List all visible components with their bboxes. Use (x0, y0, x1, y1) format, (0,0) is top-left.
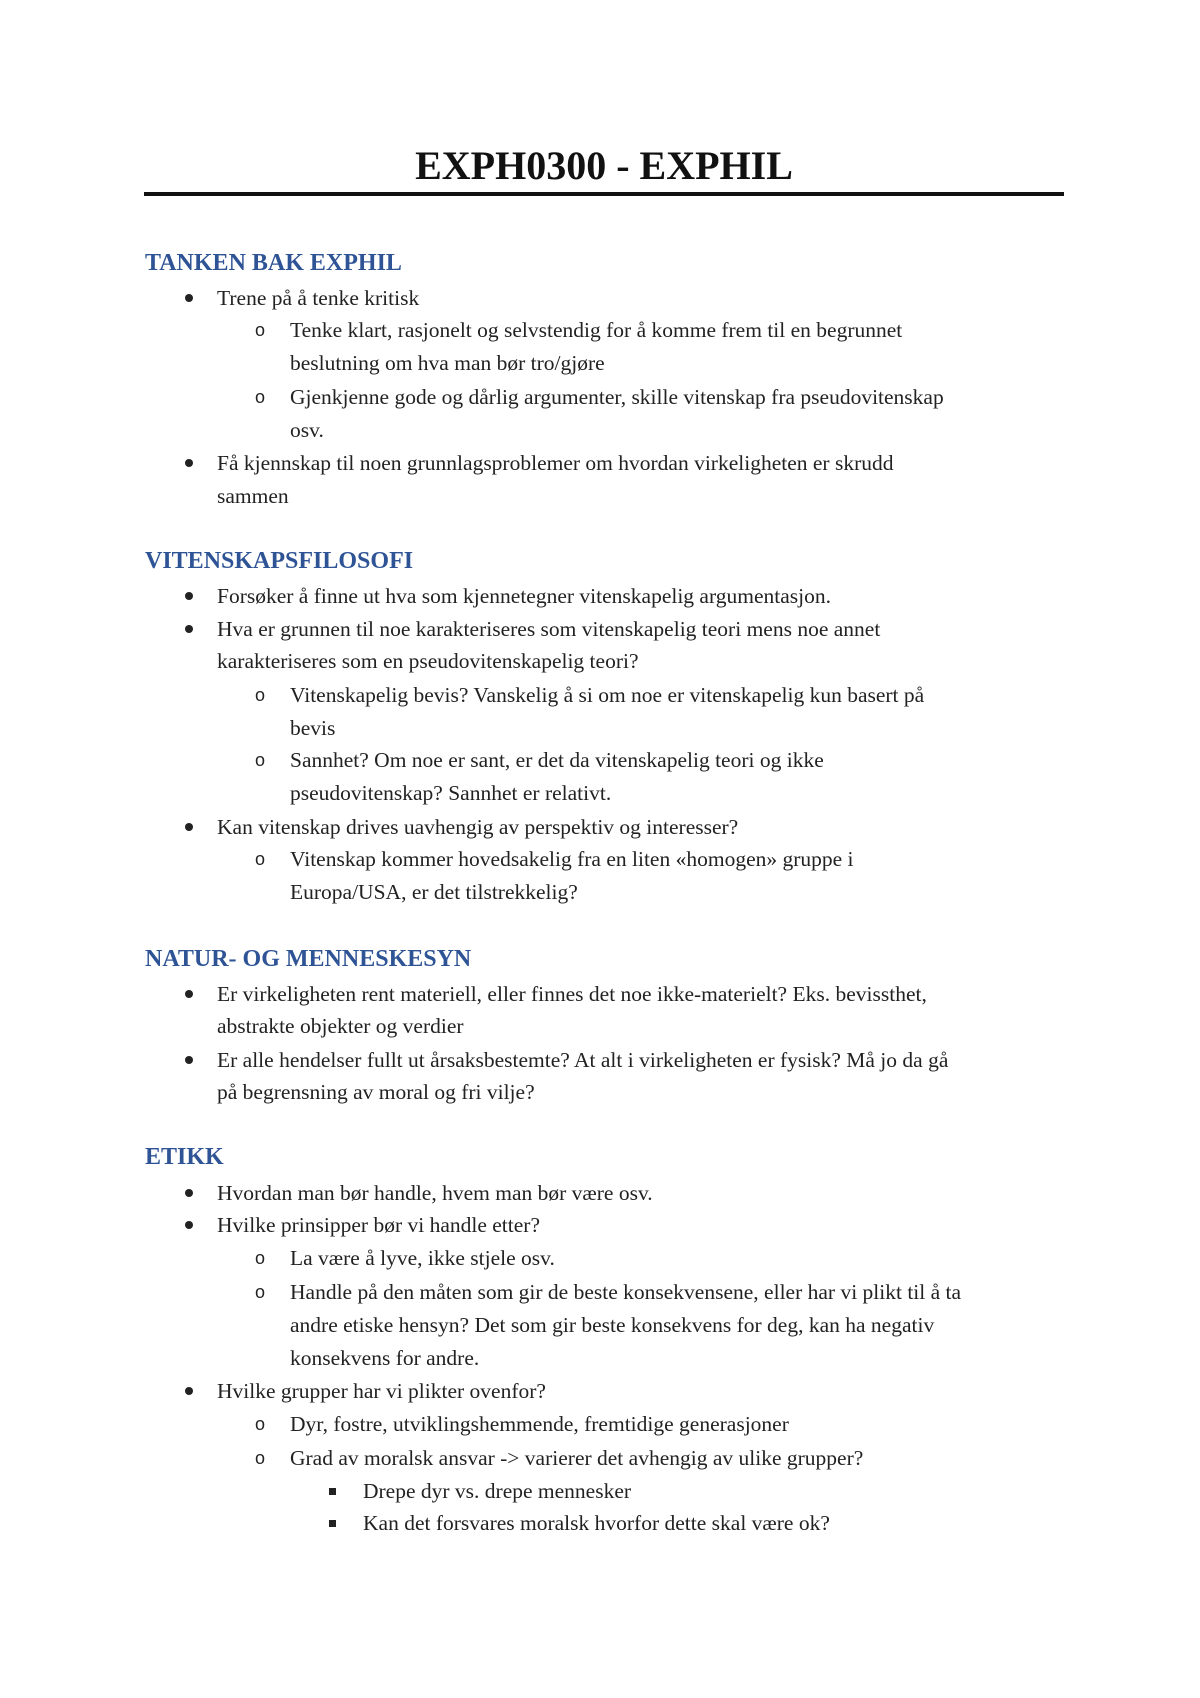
list-item: Kan vitenskap drives uavhengig av perspektiv og interesser? (217, 815, 739, 839)
bullet-icon (185, 1221, 193, 1229)
list-item: Hvordan man bør handle, hvem man bør være osv. (217, 1181, 653, 1205)
circle-bullet-icon: o (255, 849, 266, 869)
list-item: Er alle hendelser fullt ut årsaksbestemte? At alt i virkeligheten er fysisk? Må jo da gå (217, 1048, 949, 1072)
list-item-continued: karakteriseres som en pseudovitenskapelig teori? (217, 649, 639, 673)
section-heading-vitenskapsfilosofi: VITENSKAPSFILOSOFI (145, 548, 414, 574)
list-item: Dyr, fostre, utviklingshemmende, fremtidige generasjoner (290, 1412, 789, 1436)
section-heading-tanken: TANKEN BAK EXPHIL (145, 250, 402, 276)
bullet-icon (185, 459, 193, 467)
circle-bullet-icon: o (255, 1414, 266, 1434)
circle-bullet-icon: o (255, 387, 266, 407)
list-item: Hvilke prinsipper bør vi handle etter? (217, 1213, 540, 1237)
list-item: Grad av moralsk ansvar -> varierer det avhengig av ulike grupper? (290, 1446, 864, 1470)
circle-bullet-icon: o (255, 1282, 266, 1302)
title-underline (144, 192, 1064, 196)
list-item-continued: bevis (290, 716, 336, 740)
circle-bullet-icon: o (255, 320, 266, 340)
section-heading-etikk: ETIKK (145, 1144, 224, 1170)
list-item: Hva er grunnen til noe karakteriseres som vitenskapelig teori mens noe annet (217, 617, 881, 641)
bullet-icon (185, 625, 193, 633)
section-heading-natur-og-menneskesyn: NATUR- OG MENNESKESYN (145, 946, 472, 972)
circle-bullet-icon: o (255, 750, 266, 770)
list-item-continued: pseudovitenskap? Sannhet er relativt. (290, 781, 612, 805)
square-bullet-icon (329, 1520, 336, 1527)
list-item-continued: konsekvens for andre. (290, 1346, 480, 1370)
list-item-continued: sammen (217, 484, 289, 508)
list-item: La være å lyve, ikke stjele osv. (290, 1246, 555, 1270)
list-item: Handle på den måten som gir de beste konsekvensene, eller har vi plikt til å ta (290, 1280, 962, 1304)
list-item: Er virkeligheten rent materiell, eller finnes det noe ikke-materielt? Eks. bevissthet, (217, 982, 927, 1006)
bullet-icon (185, 1387, 193, 1395)
list-item-continued: osv. (290, 418, 324, 442)
bullet-icon (185, 990, 193, 998)
circle-bullet-icon: o (255, 1248, 266, 1268)
list-item-continued: Europa/USA, er det tilstrekkelig? (290, 880, 578, 904)
list-item: Gjenkjenne gode og dårlig argumenter, skille vitenskap fra pseudovitenskap (290, 385, 944, 409)
list-item: Trene på å tenke kritisk (217, 286, 420, 310)
list-item: Hvilke grupper har vi plikter ovenfor? (217, 1379, 546, 1403)
list-item: Vitenskap kommer hovedsakelig fra en liten «homogen» gruppe i (290, 847, 854, 871)
list-item: Sannhet? Om noe er sant, er det da vitenskapelig teori og ikke (290, 748, 824, 772)
document-title: EXPH0300 - EXPHIL (415, 143, 793, 188)
bullet-icon (185, 823, 193, 831)
bullet-icon (185, 1056, 193, 1064)
list-item-continued: abstrakte objekter og verdier (217, 1014, 464, 1038)
square-bullet-icon (329, 1488, 336, 1495)
list-item-continued: beslutning om hva man bør tro/gjøre (290, 351, 605, 375)
list-item-continued: andre etiske hensyn? Det som gir beste konsekvens for deg, kan ha negativ (290, 1313, 935, 1337)
bullet-icon (185, 294, 193, 302)
bullet-icon (185, 1189, 193, 1197)
list-item: Tenke klart, rasjonelt og selvstendig for å komme frem til en begrunnet (290, 318, 903, 342)
list-item: Vitenskapelig bevis? Vanskelig å si om noe er vitenskapelig kun basert på (290, 683, 925, 707)
circle-bullet-icon: o (255, 685, 266, 705)
circle-bullet-icon: o (255, 1448, 266, 1468)
list-item: Forsøker å finne ut hva som kjennetegner vitenskapelig argumentasjon. (217, 584, 831, 608)
list-item: Kan det forsvares moralsk hvorfor dette skal være ok? (363, 1511, 830, 1535)
list-item: Få kjennskap til noen grunnlagsproblemer om hvordan virkeligheten er skrudd (217, 451, 894, 475)
bullet-icon (185, 592, 193, 600)
list-item: Drepe dyr vs. drepe mennesker (363, 1479, 632, 1503)
list-item-continued: på begrensning av moral og fri vilje? (217, 1080, 535, 1104)
